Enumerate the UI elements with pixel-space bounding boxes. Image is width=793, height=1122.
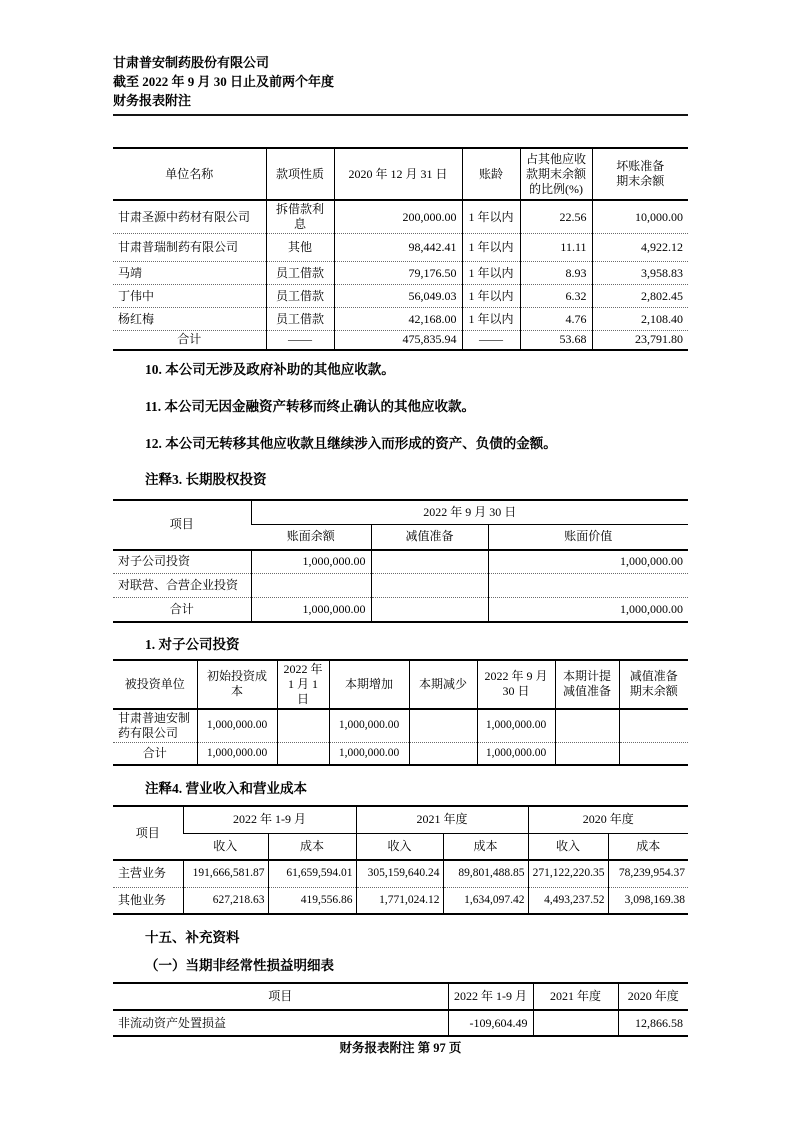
table-header-row <box>113 983 688 1010</box>
cell-bad-debt: 2,802.45 <box>592 285 688 308</box>
revenue-cost-table <box>113 805 688 915</box>
cell-aging: 1 年以内 <box>462 308 520 331</box>
document-header <box>113 53 688 116</box>
col-header-bad-debt: 坏账准备期末余额 <box>592 148 688 200</box>
cell-investee: 合计 <box>113 742 197 765</box>
col-header-item: 项目 <box>113 983 448 1010</box>
col-header-cost: 成本 <box>608 833 688 860</box>
table-header-row <box>113 660 688 709</box>
cell-item: 主营业务 <box>113 860 183 887</box>
cell-aging: 1 年以内 <box>462 285 520 308</box>
cell-impairment <box>371 574 488 598</box>
table-row <box>113 200 688 234</box>
cell-aging: 1 年以内 <box>462 200 520 234</box>
reporting-period: 截至 2022 年 9 月 30 日止及前两个年度 <box>113 74 335 89</box>
col-header-2020: 2020 年度 <box>618 983 688 1010</box>
cell-ratio: 22.56 <box>520 200 592 234</box>
col-header-item: 项目 <box>113 500 251 550</box>
cell-cost-2022: 419,556.86 <box>268 887 356 914</box>
cell-amount: 475,835.94 <box>334 331 462 350</box>
note4-title: 注释4. 营业收入和营业成本 <box>145 781 307 796</box>
col-header-impairment: 减值准备 <box>371 525 488 550</box>
cell-bad-debt: 3,958.83 <box>592 262 688 285</box>
col-header-income: 收入 <box>183 833 268 860</box>
cell-aging: —— <box>462 331 520 350</box>
cell-investee: 甘肃普迪安制药有限公司 <box>113 709 197 743</box>
cell-nature: 员工借款 <box>266 262 334 285</box>
table-row <box>113 285 688 308</box>
cell-amount: 79,176.50 <box>334 262 462 285</box>
col-header-end-balance: 2022 年 9 月 30 日 <box>477 660 555 709</box>
col-header-date: 2022 年 9 月 30 日 <box>251 500 688 525</box>
cell-begin-balance <box>277 742 329 765</box>
cell-increase: 1,000,000.00 <box>329 709 409 743</box>
page-footer: 财务报表附注 第 97 页 <box>339 1041 462 1055</box>
cell-carrying <box>488 574 688 598</box>
cell-ratio: 11.11 <box>520 234 592 262</box>
table-total-row <box>113 331 688 350</box>
company-name: 甘肃普安制药股份有限公司 <box>113 55 270 70</box>
col-header-date: 2020 年 12 月 31 日 <box>334 148 462 200</box>
table-row <box>113 1010 688 1036</box>
col-header-increase: 本期增加 <box>329 660 409 709</box>
cell-bad-debt: 23,791.80 <box>592 331 688 350</box>
table-row <box>113 550 688 574</box>
cell-impairment-end <box>619 742 688 765</box>
statement-item-10: 10. 本公司无涉及政府补助的其他应收款。 <box>145 361 395 377</box>
cell-impairment-end <box>619 709 688 743</box>
table-row <box>113 308 688 331</box>
cell-bad-debt: 10,000.00 <box>592 200 688 234</box>
cell-impairment <box>371 550 488 574</box>
table-row <box>113 574 688 598</box>
cell-item: 对联营、合营企业投资 <box>113 574 251 598</box>
col-header-investee: 被投资单位 <box>113 660 197 709</box>
cell-nature: —— <box>266 331 334 350</box>
col-header-ratio: 占其他应收款期末余额的比例(%) <box>520 148 592 200</box>
subsidiary-section-title: 1. 对子公司投资 <box>145 636 240 652</box>
cell-initial-cost: 1,000,000.00 <box>197 742 277 765</box>
col-header-item: 项目 <box>113 806 183 860</box>
cell-cost-2020: 3,098,169.38 <box>608 887 688 914</box>
table-subheader-row <box>113 833 688 860</box>
cell-2022: -109,604.49 <box>448 1010 533 1036</box>
cell-income-2022: 627,218.63 <box>183 887 268 914</box>
col-header-initial-cost: 初始投资成本 <box>197 660 277 709</box>
cell-balance: 1,000,000.00 <box>251 550 371 574</box>
cell-unit: 杨红梅 <box>113 308 266 331</box>
col-header-nature: 款项性质 <box>266 148 334 200</box>
col-header-2022: 2022 年 1-9 月 <box>448 983 533 1010</box>
cell-bad-debt: 4,922.12 <box>592 234 688 262</box>
cell-end-balance: 1,000,000.00 <box>477 742 555 765</box>
cell-initial-cost: 1,000,000.00 <box>197 709 277 743</box>
col-header-impairment-end: 减值准备期末余额 <box>619 660 688 709</box>
table-row <box>113 887 688 914</box>
section15-title: 十五、补充资料 <box>145 930 240 945</box>
cell-ratio: 53.68 <box>520 331 592 350</box>
cell-balance: 1,000,000.00 <box>251 598 371 622</box>
long-term-investment-table <box>113 499 688 623</box>
cell-nature: 其他 <box>266 234 334 262</box>
cell-cost-2020: 78,239,954.37 <box>608 860 688 887</box>
cell-impairment <box>371 598 488 622</box>
col-header-income: 收入 <box>528 833 608 860</box>
document-title: 财务报表附注 <box>113 93 192 108</box>
cell-2021 <box>533 1010 618 1036</box>
col-header-provision: 本期计提减值准备 <box>555 660 619 709</box>
table-row <box>113 234 688 262</box>
cell-carrying: 1,000,000.00 <box>488 550 688 574</box>
table-header-row <box>113 148 688 200</box>
note3-title: 注释3. 长期股权投资 <box>145 471 267 487</box>
cell-bad-debt: 2,108.40 <box>592 308 688 331</box>
cell-item: 合计 <box>113 598 251 622</box>
cell-cost-2022: 61,659,594.01 <box>268 860 356 887</box>
table-total-row <box>113 598 688 622</box>
col-header-balance: 账面余额 <box>251 525 371 550</box>
nonrecurring-gains-table <box>113 982 688 1037</box>
section15-subtitle: （一）当期非经常性损益明细表 <box>145 958 334 973</box>
table-header-row <box>113 806 688 833</box>
cell-unit: 马靖 <box>113 262 266 285</box>
cell-cost-2021: 1,634,097.42 <box>443 887 528 914</box>
statement-item-12: 12. 本公司无转移其他应收款且继续涉入而形成的资产、负债的金额。 <box>145 435 557 451</box>
cell-income-2020: 4,493,237.52 <box>528 887 608 914</box>
cell-ratio: 8.93 <box>520 262 592 285</box>
subsidiary-investment-table <box>113 659 688 767</box>
cell-carrying: 1,000,000.00 <box>488 598 688 622</box>
page-content <box>113 53 688 1037</box>
cell-increase: 1,000,000.00 <box>329 742 409 765</box>
col-header-cost: 成本 <box>443 833 528 860</box>
col-header-begin-balance: 2022 年 1 月 1 日 <box>277 660 329 709</box>
cell-item: 对子公司投资 <box>113 550 251 574</box>
table-header-row <box>113 500 688 525</box>
table-row <box>113 860 688 887</box>
table-row <box>113 262 688 285</box>
col-header-aging: 账龄 <box>462 148 520 200</box>
cell-nature: 拆借款利息 <box>266 200 334 234</box>
cell-unit: 甘肃普瑞制药有限公司 <box>113 234 266 262</box>
cell-decrease <box>409 709 477 743</box>
cell-aging: 1 年以内 <box>462 262 520 285</box>
other-receivables-table <box>113 147 688 351</box>
cell-ratio: 4.76 <box>520 308 592 331</box>
col-group-2021: 2021 年度 <box>356 806 528 833</box>
cell-income-2021: 1,771,024.12 <box>356 887 443 914</box>
cell-unit: 丁伟中 <box>113 285 266 308</box>
col-header-decrease: 本期减少 <box>409 660 477 709</box>
cell-ratio: 6.32 <box>520 285 592 308</box>
statement-item-11: 11. 本公司无因金融资产转移而终止确认的其他应收款。 <box>145 398 476 414</box>
cell-end-balance: 1,000,000.00 <box>477 709 555 743</box>
col-header-income: 收入 <box>356 833 443 860</box>
cell-amount: 98,442.41 <box>334 234 462 262</box>
table-row <box>113 709 688 743</box>
cell-decrease <box>409 742 477 765</box>
col-header-2021: 2021 年度 <box>533 983 618 1010</box>
cell-amount: 56,049.03 <box>334 285 462 308</box>
cell-item: 其他业务 <box>113 887 183 914</box>
cell-balance <box>251 574 371 598</box>
cell-cost-2021: 89,801,488.85 <box>443 860 528 887</box>
col-header-carrying: 账面价值 <box>488 525 688 550</box>
cell-2020: 12,866.58 <box>618 1010 688 1036</box>
cell-item: 非流动资产处置损益 <box>113 1010 448 1036</box>
col-group-2020: 2020 年度 <box>528 806 688 833</box>
col-header-cost: 成本 <box>268 833 356 860</box>
cell-income-2020: 271,122,220.35 <box>528 860 608 887</box>
cell-nature: 员工借款 <box>266 308 334 331</box>
cell-provision <box>555 742 619 765</box>
cell-unit: 甘肃圣源中药材有限公司 <box>113 200 266 234</box>
cell-unit: 合计 <box>113 331 266 350</box>
header-divider <box>113 114 688 116</box>
cell-provision <box>555 709 619 743</box>
col-group-2022: 2022 年 1-9 月 <box>183 806 356 833</box>
table-total-row <box>113 742 688 765</box>
cell-income-2022: 191,666,581.87 <box>183 860 268 887</box>
cell-amount: 200,000.00 <box>334 200 462 234</box>
col-header-unit: 单位名称 <box>113 148 266 200</box>
cell-amount: 42,168.00 <box>334 308 462 331</box>
cell-income-2021: 305,159,640.24 <box>356 860 443 887</box>
cell-aging: 1 年以内 <box>462 234 520 262</box>
cell-nature: 员工借款 <box>266 285 334 308</box>
cell-begin-balance <box>277 709 329 743</box>
